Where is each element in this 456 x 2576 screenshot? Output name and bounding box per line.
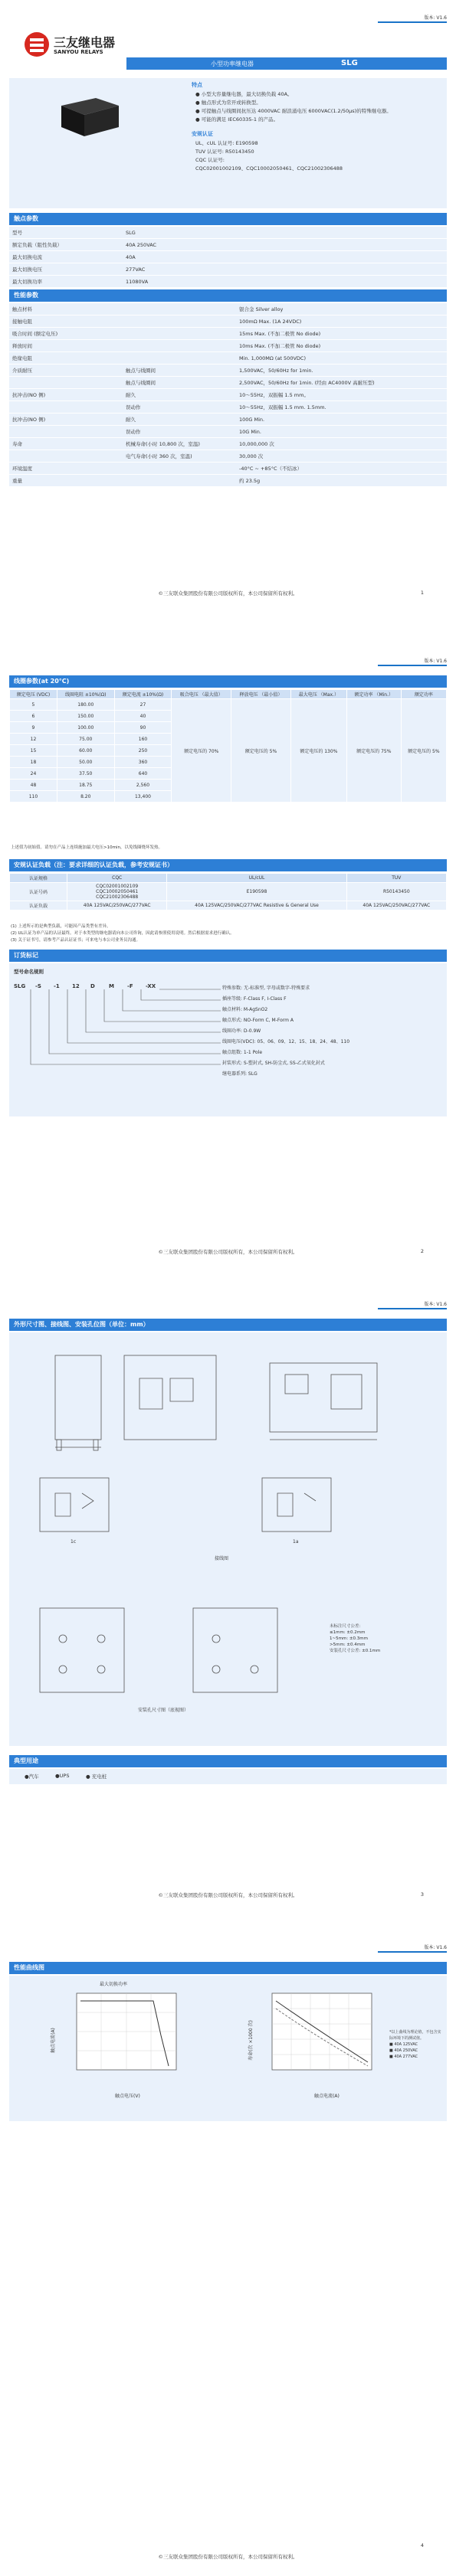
order-legend <box>222 983 349 1080</box>
logo-en-text: SANYOU RELAYS <box>54 49 103 55</box>
page-number: 4 <box>420 2542 424 2548</box>
table-row: 15 60.00 250 <box>10 745 447 757</box>
page-2 <box>0 643 456 1286</box>
logo-mark-icon <box>23 31 51 58</box>
cert-item: CQC02001002109、CQC10002050461、CQC21002306488 <box>195 165 343 172</box>
perf-params-title: 性能参数 <box>9 289 447 302</box>
legend-item: 继电器系列: SLG <box>222 1071 258 1077</box>
cert-item: UL、cUL 认证号: E190598 <box>195 140 258 146</box>
left-chart-ylabel: 触点电流(A) <box>50 2028 56 2053</box>
code-part: D <box>90 983 95 989</box>
table-row: 触点材料 银合金 Silver alloy <box>9 303 447 315</box>
copyright: ©三友联众集团股份有限公司版权所有，本公司保留所有权利。 <box>158 2554 298 2560</box>
coil-table: 额定电压 (VDC) 线圈电阻 ±10%(Ω) 额定电流 ±10%(Ω) 吸合电压 （最大值） 释放电压 （最小值） 最大电压 （Max.） 额定功率 （Min.） 额定功率 5 180.00 27 额定电压的 70% 额定电压的 5% 额定电压的 130% 额定电压的 75% 额定电压的 5% 6 150.00 40 9 100.00 90 12 75.00 160 15 60.00 250 18 50.00 360 24 37.50 640 48 18.75 2,560 110 8.20 13,400 <box>9 689 447 803</box>
code-part: 12 <box>72 983 80 989</box>
table-row: 介质耐压 触点与线圈间 1,500VAC，50/60Hz for 1min. <box>9 364 447 377</box>
contact-params-title: 触点参数 <box>9 213 447 225</box>
right-chart-note: *以上曲线为理论值，不包含实际环境下的测试值。 ■ 40A 125VAC ■ 40A 250VAC ■ 40A 277VAC <box>389 2030 441 2059</box>
product-type: 小型功率继电器 <box>211 60 254 67</box>
copyright: ©三友联众集团股份有限公司版权所有，本公司保留所有权利。 <box>158 1249 298 1255</box>
curves-title: 性能曲线图 <box>9 1962 447 1974</box>
applications-title: 典型用途 <box>9 1755 447 1767</box>
page-4 <box>0 1930 456 2576</box>
page-number: 1 <box>420 590 424 596</box>
code-part: -F <box>127 983 133 989</box>
left-chart <box>61 1989 184 2089</box>
code-part: M <box>109 983 114 989</box>
right-chart <box>253 1989 383 2089</box>
version-label: 版本: V1.6 <box>424 14 447 21</box>
table-row: 5 180.00 27 额定电压的 70% 额定电压的 5% 额定电压的 130% 额定电压的 75% 额定电压的 5% <box>10 699 447 711</box>
leader-line <box>141 989 221 1000</box>
copyright: ©三友联众集团股份有限公司版权所有，本公司保留所有权利。 <box>158 1892 298 1898</box>
cert-title: 安规认证 <box>192 131 213 137</box>
table-row: 吸合时间 (额定电压) 15ms Max. (不加二极管 No diode) <box>9 328 447 340</box>
cert-list <box>195 139 441 173</box>
legend-item: 特殊参数: 无-标准型, 字母或数字-特殊要求 <box>222 986 310 991</box>
application-item: ● 充电桩 <box>86 1773 107 1780</box>
ordering-example-label: 型号命名规则 <box>14 969 44 975</box>
table-row: 最大切换功率 11080VA <box>9 276 447 288</box>
table-row: 电气寿命(小时 360 次，室温) 30,000 次 <box>9 450 447 463</box>
tolerance-note: 未标注尺寸公差： ≤1mm: ±0.2mm 1~5mm: ±0.3mm >5mm: ±0.4mm 安装孔尺寸公差: ±0.1mm <box>330 1624 381 1653</box>
left-chart-title: 最大切换功率 <box>100 1982 128 1987</box>
table-row: 绝缘电阻 Min. 1,000MΩ (at 500VDC) <box>9 352 447 364</box>
tag-1a: 1a <box>293 1539 299 1545</box>
table-row: 接触电阻 100mΩ Max. (1A 24VDC) <box>9 315 447 328</box>
table-row: 额定负载（阻性负载） 40A 250VAC <box>9 239 447 251</box>
table-row: 型号 SLG <box>9 227 447 239</box>
perf-params-table <box>9 303 447 487</box>
feature-item: ● 触点形式为常开或转换型。 <box>195 100 261 106</box>
copyright: ©三友联众集团股份有限公司版权所有，本公司保留所有权利。 <box>158 590 298 597</box>
table-row: 最大切换电流 40A <box>9 251 447 263</box>
feature-item: ● 可能的满足 IEC60335-1 的产品。 <box>195 116 279 123</box>
relay-photo <box>54 92 123 138</box>
version-label: 版本: V1.6 <box>424 1943 447 1950</box>
left-chart-xlabel: 触点电压(V) <box>115 2094 140 2099</box>
right-chart-ylabel: 寿命(次 ×1000 次) <box>248 2020 254 2061</box>
table-row: 认证号码 CQC02001002109 CQC10002050461 CQC21002306488 E190598 R50143450 <box>10 883 447 901</box>
features-list <box>195 90 441 124</box>
legend-item: 线圈功率: D-0.9W <box>222 1028 261 1034</box>
logo-cn-text: 三友继电器 <box>54 35 116 50</box>
code-part: -1 <box>54 983 60 989</box>
feature-item: ● 可提触点与线圈间抗压达 4000VAC 耐浪涌电压 6000VAC(1.2/50μs)的特殊继电器。 <box>195 108 392 114</box>
table-row: 6 150.00 40 <box>10 711 447 722</box>
legend-item: 触点形式: NO-Form C, M-Form A <box>222 1018 294 1023</box>
table-row: 寿命 机械寿命(小时 10,800 次，室温) 10,000,000 次 <box>9 438 447 450</box>
applications-panel <box>9 1769 447 1784</box>
cert-item: CQC 认证号: <box>195 157 225 163</box>
code-part: -S <box>35 983 41 989</box>
application-item: ●汽车 <box>25 1773 39 1780</box>
application-item: ●UPS <box>55 1773 70 1779</box>
page-3 <box>0 1286 456 1930</box>
table-row: 误动作 10～55Hz，双振幅 1.5 mm. 1.5mm. <box>9 401 447 414</box>
product-model: SLG <box>341 59 358 67</box>
table-row: 释放时间 10ms Max. (不加二极管 No diode) <box>9 340 447 352</box>
table-row: 110 8.20 13,400 <box>10 791 447 803</box>
version-label: 版本: V1.6 <box>424 1300 447 1307</box>
contact-params-table <box>9 227 447 288</box>
tag-1c: 1c <box>71 1539 77 1545</box>
table-row: 误动作 10G Min. <box>9 426 447 438</box>
features-title: 特点 <box>192 82 202 88</box>
title-bar <box>126 57 447 70</box>
table-row: 认证负载 40A 125VAC/250VAC/277VAC 40A 125VAC/250VAC/277VAC Resistive & General Use 40A 125VAC/250VAC/277VAC <box>10 901 447 910</box>
version-label: 版本: V1.6 <box>424 657 447 664</box>
table-row: 重量 约 23.5g <box>9 475 447 487</box>
coil-note: 上述值为初始值。请勿在产品上连续施加最大电压>10min，以免线圈烧坏发热。 <box>11 845 162 850</box>
table-row: 最大切换电压 277VAC <box>9 263 447 276</box>
page-1 <box>0 0 456 643</box>
table-row: 抗冲击(NO 侧) 耐久 10～55Hz，双振幅 1.5 mm。 <box>9 389 447 401</box>
dims-title: 外形尺寸图、接线图、安装孔位图（单位：mm） <box>9 1319 447 1331</box>
table-row: 9 100.00 90 <box>10 722 447 734</box>
table-row: 18 50.00 360 <box>10 757 447 768</box>
legend-item: 线圈电压(VDC): 05、06、09、12、15、18、24、48、110 <box>222 1039 350 1044</box>
leader-line <box>31 989 221 1064</box>
table-row: 环境温度 -40°C ~ +85°C（不结冰） <box>9 463 447 475</box>
pcb-label: 安装孔尺寸图（底视图） <box>138 1708 189 1713</box>
legend-item: 插座等级: F-Class F, I-Class F <box>222 996 287 1002</box>
page-number: 2 <box>420 1248 424 1254</box>
safety-table <box>9 873 447 910</box>
logo <box>23 31 116 61</box>
leader-line <box>67 989 221 1043</box>
code-part: SLG <box>14 983 26 989</box>
leader-line <box>104 989 221 1022</box>
feature-item: ● 小型大容量继电器，最大切换负载 40A。 <box>195 91 293 97</box>
coil-params-title: 线圈参数(at 20°C) <box>9 675 447 688</box>
legend-item: 封装形式: S-塑封式, SH-防尘式, SS-乙式氧化封式 <box>222 1061 325 1066</box>
page-number: 3 <box>420 1891 424 1898</box>
table-row: 48 18.75 2,560 <box>10 780 447 791</box>
legend-item: 触点组数: 1-1 Pole <box>222 1050 263 1055</box>
code-part: -XX <box>146 983 156 989</box>
table-row: 认证规格 CQC UL/cUL TUV <box>10 874 447 883</box>
table-row: 12 75.00 160 <box>10 734 447 745</box>
right-chart-xlabel: 触点电流(A) <box>314 2094 340 2099</box>
legend-item: 触点材料: M-AgSnO2 <box>222 1007 268 1012</box>
safety-title: 安规认证负载（注：要求详细的认证负载，参考安规证书） <box>9 859 447 871</box>
table-row: 24 37.50 640 <box>10 768 447 780</box>
table-row: 触点与线圈间 2,500VAC，50/60Hz for 1min. (经由 AC4000V 高耐压型) <box>9 377 447 389</box>
safety-notes: (1) 上述所示的是典型负载，可能因产品类型有差异。 (2) UL认证为单产品的认证最终。对于本类型的继电器请向本公司咨询，因此请参照使用说明。然后根据需求进行确认。 (3) 关于证书号，请参考产品认证证书；可来电与本公司业务员沟通。 <box>11 924 235 943</box>
cert-item: TUV 认证号: R50143450 <box>195 149 254 155</box>
table-row: 抗冲击(NO 侧) 耐久 100G Min. <box>9 414 447 426</box>
wiring-label: 接线图 <box>215 1556 229 1561</box>
ordering-title: 订货标记 <box>9 950 447 962</box>
